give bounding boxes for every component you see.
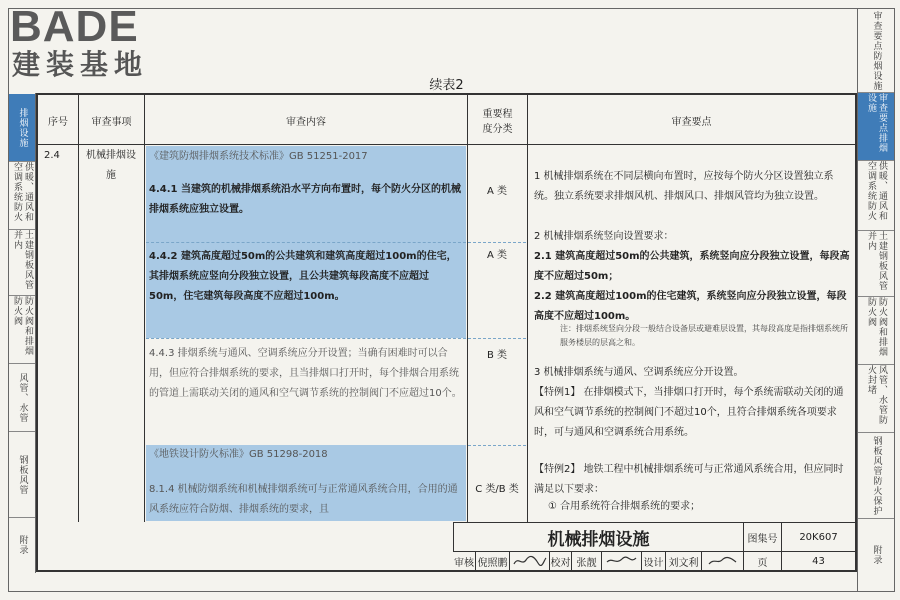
left-tab-steel-duct[interactable]: 钢板风管 <box>9 432 35 518</box>
atlas-label: 图集号 <box>743 523 781 551</box>
importance-814: C 类/B 类 <box>475 484 519 495</box>
checker-signature <box>601 552 641 570</box>
left-tab-smoke-exhaust[interactable]: 排烟设施 <box>9 94 35 162</box>
right-tab-smoke-control[interactable]: 审查要点防烟设施 <box>858 9 894 93</box>
standard-gb51298: 《地铁设计防火标准》GB 51298-2018 <box>149 449 328 460</box>
importance-443: B 类 <box>486 350 508 361</box>
reviewer-signature <box>509 552 549 570</box>
row-separator <box>468 445 526 446</box>
row-separator <box>468 242 526 243</box>
row-separator <box>146 338 466 339</box>
point-2: 2 机械排烟系统竖向设置要求： <box>534 231 674 242</box>
check-label: 校对 <box>549 552 571 570</box>
left-tab-hvac-fire[interactable]: 供暖、通风和空调系统防火 <box>9 162 35 230</box>
right-tab-steel-duct[interactable]: 钢板风管防火保护 <box>858 433 894 519</box>
designer-name: 刘文利 <box>665 552 701 570</box>
row-item: 机械排烟设施 <box>86 150 136 181</box>
left-tab-appendix[interactable]: 附录 <box>17 535 28 555</box>
right-tab-appendix[interactable]: 附录 <box>871 545 882 565</box>
signature-mark <box>705 554 741 568</box>
point-3: 3 机械排烟系统与通风、空调系统应分开设置。 <box>534 367 744 378</box>
clause-8-1-4: 8.1.4 机械防烟系统和机械排烟系统可与正常通风系统合用，合用的通风系统应符合防烟、排烟系统的要求，且 <box>149 484 458 515</box>
designer-signature <box>701 552 743 570</box>
page-number: 43 <box>781 552 855 570</box>
col-divider <box>144 145 145 522</box>
right-tab-shaft[interactable]: 土建钢板风管并内 <box>858 231 894 297</box>
header-points: 审查要点 <box>527 95 855 145</box>
point-1: 1 机械排烟系统在不同层横向布置时，应按每个防火分区设置独立系统。独立系统要求排烟风机、排烟风口、排烟风管均为独立设置。 <box>534 171 834 202</box>
drawing-title: 机械排烟设施 <box>453 523 743 551</box>
left-tab-ducts-pipes[interactable]: 风管、水管 <box>9 364 35 432</box>
atlas-number: 20K607 <box>781 523 855 551</box>
special-case-2: 【特例2】 地铁工程中机械排烟系统可与正常通风系统合用，但应同时满足以下要求： <box>534 464 844 495</box>
importance-442: A 类 <box>486 250 508 261</box>
reviewer-name: 倪照鹏 <box>475 552 509 570</box>
right-tab-firestop[interactable]: 风管、水管防火封堵 <box>858 365 894 433</box>
special-case-1: 【特例1】 在排烟模式下，当排烟口打开时，每个系统需联动关闭的通风和空气调节系统的控制阀门不超过10个，且符合排烟系统各项要求时，可与通风和空调系统合用系统。 <box>534 387 844 438</box>
header-content: 审查内容 <box>144 95 467 145</box>
importance-441: A 类 <box>486 186 508 197</box>
point-2-1: 2.1 建筑高度超过50m的公共建筑，系统竖向应分段独立设置，每段高度不应超过50m； <box>534 251 850 282</box>
checker-name: 张靓 <box>571 552 601 570</box>
table-caption: 续表2 <box>429 78 464 93</box>
col-divider <box>78 145 79 522</box>
right-tab-fire-damper[interactable]: 防火阀和排烟防火阀 <box>858 297 894 365</box>
signature-mark <box>512 554 548 568</box>
page-label: 页 <box>743 552 781 570</box>
clause-4-4-1: 4.4.1 当建筑的机械排烟系统沿水平方向布置时，每个防火分区的机械排烟系统应独立设置。 <box>149 184 461 215</box>
col-divider <box>527 145 528 522</box>
standard-gb51251: 《建筑防烟排烟系统技术标准》GB 51251-2017 <box>149 151 368 162</box>
review-label: 审核 <box>454 557 474 569</box>
left-tab-shaft[interactable]: 土建钢板风管并内 <box>9 230 35 296</box>
header-item: 审查事项 <box>78 95 144 145</box>
point-2-2: 2.2 建筑高度超过100m的住宅建筑，系统竖向应分段独立设置，每段高度不应超过100m。 <box>534 291 847 322</box>
logo-subtitle: 建装基地 <box>12 48 149 81</box>
special-case-2-a: ① 合用系统符合排烟系统的要求； <box>548 501 701 512</box>
row-separator <box>468 338 526 339</box>
row-seq: 2.4 <box>44 150 60 161</box>
right-tab-hvac-fire[interactable]: 供暖、通风和空调系统防火 <box>858 161 894 231</box>
header-importance: 重要程度分类 <box>467 95 527 145</box>
left-tab-fire-damper[interactable]: 防火阀和排烟防火阀 <box>9 296 35 364</box>
header-seq: 序号 <box>48 116 68 128</box>
clause-4-4-2: 4.4.2 建筑高度超过50m的公共建筑和建筑高度超过100m的住宅，其排烟系统应竖向分段独立设置，且公共建筑每段高度不应超过50m，住宅建筑每段高度不应超过100m。 <box>149 251 457 302</box>
point-note: 注：排烟系统竖向分段一般结合设备层或避难层设置，其每段高度是指排烟系统所服务楼层的层高之和。 <box>560 324 848 347</box>
signature-mark <box>604 554 640 568</box>
right-tab-smoke-exhaust[interactable]: 审查要点排烟设施 <box>858 93 894 161</box>
clause-4-4-3: 4.4.3 排烟系统与通风、空调系统应分开设置；当确有困难时可以合用，但应符合排烟系统的要求，且当排烟口打开时，每个排烟合用系统的管道上需联动关闭的通风和空气调节系统的控制阀门不应超过10个。 <box>149 348 462 399</box>
design-label: 设计 <box>641 552 665 570</box>
logo-wordmark: BADE <box>10 2 139 51</box>
